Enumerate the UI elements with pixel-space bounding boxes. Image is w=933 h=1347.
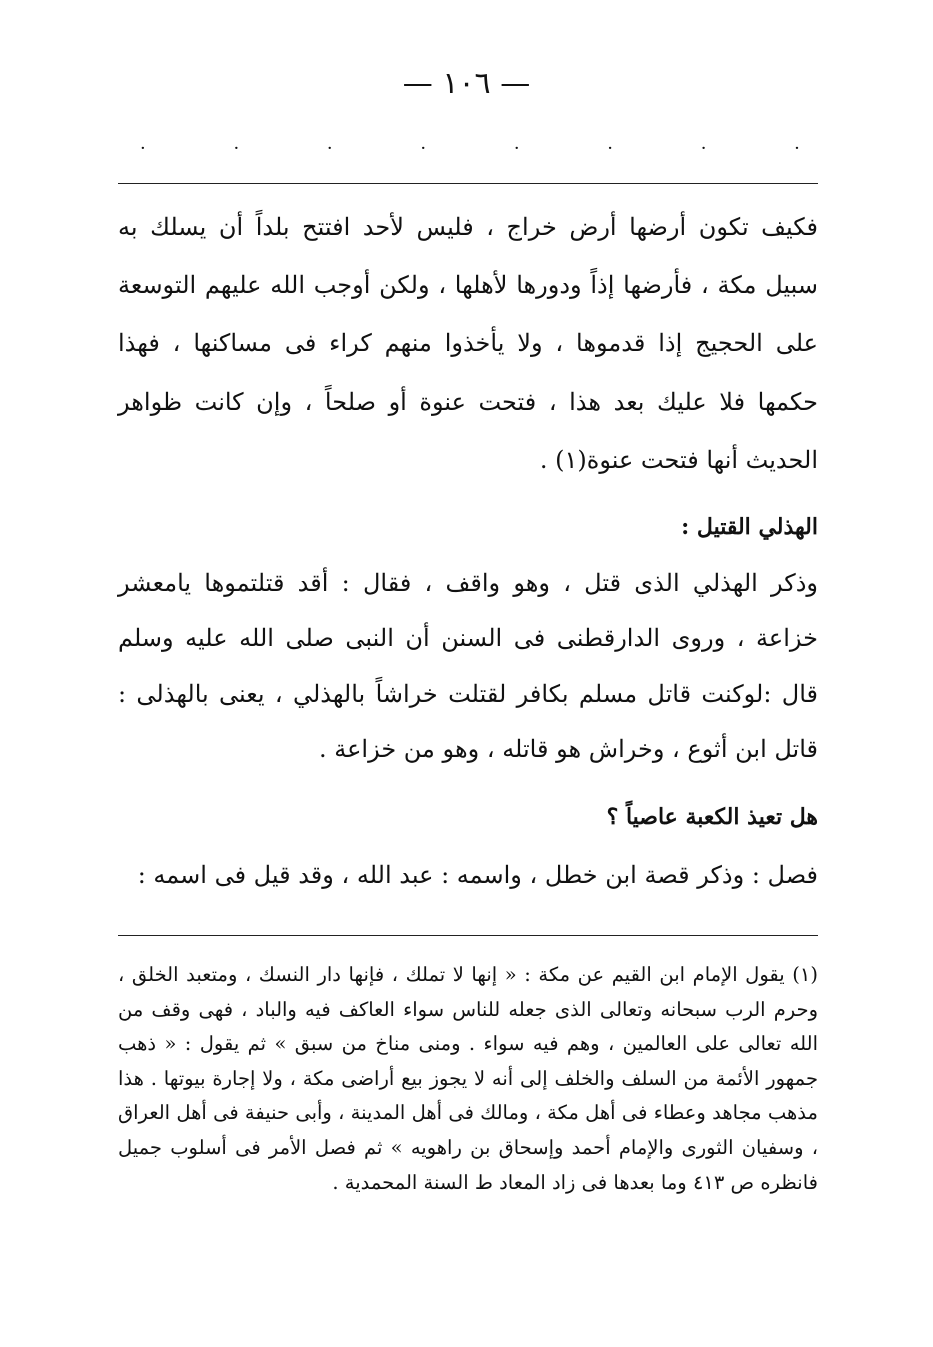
page-number: — ١٠٦ —	[402, 66, 531, 101]
section-heading: هل تعيذ الكعبة عاصياً ؟	[606, 804, 818, 830]
footnote-rule	[118, 935, 818, 936]
decorative-dots: · · · · · · · ·	[140, 138, 800, 159]
section-hudhali	[118, 500, 818, 778]
paragraph-text: فكيف تكون أرضها أرض خراج ، فليس لأحد افتتح بلداً أن يسلك به سبيل مكة ، فأرضها إذاً ودورها لأهلها ، ولكن أوجب الله عليهم التوسعة على الحجيج إذا قدموها ، ولا يأخذوا منهم كراء فى مساكنها ، فهذا حكمها فلا عليك بعد هذا ، فتحت عنوة أو صلحاً ، وإن كانت ظواهر الحديث أنها فتحت عنوة(١) .	[118, 213, 818, 474]
footnote	[118, 958, 818, 1200]
paragraph-text: وذكر الهذلي الذى قتل ، وهو واقف ، فقال : أقد قتلتموها يامعشر خزاعة ، وروى الدارقطنى فى السنن أن النبى صلى الله عليه وسلم قال :لوكنت قاتل مسلم بكافر لقتلت خراشاً بالهذلي ، يعنى بالهذلى : قاتل ابن أثوع ، وخراش هو قاتله ، وهو من خزاعة .	[118, 568, 818, 763]
top-rule	[118, 183, 818, 184]
section-heading: الهذلي القتيل :	[681, 514, 818, 540]
section-paragraph-1	[118, 198, 818, 489]
section-kaaba	[118, 788, 818, 904]
paragraph-text: فصل : وذكر قصة ابن خطل ، واسمه : عبد الله ، وقد قيل فى اسمه :	[137, 861, 818, 889]
footnote-text: (١) يقول الإمام ابن القيم عن مكة : « إنها لا تملك ، فإنها دار النسك ، ومتعبد الخلق ، وحرم الرب سبحانه وتعالى الذى جعله للناس سواء العاكف فيه والباد ، فهى وقف من الله تعالى على العالمين ، وهم فيه سواء . ومنى مناخ من سبق » ثم يقول : « ذهب جمهور الأئمة من السلف والخلف إلى أنه لا يجوز بيع أراضى مكة ، ولا إجارة بيوتها . هذا مذهب مجاهد وعطاء فى أهل مكة ، ومالك فى أهل المدينة ، وأبى حنيفة فى أهل العراق ، وسفيان الثورى والإمام أحمد وإسحاق بن راهويه » ثم فصل الأمر فى أسلوب جميل فانظره ص ٤١٣ وما بعدها فى زاد المعاد ط السنة المحمدية .	[118, 963, 818, 1194]
